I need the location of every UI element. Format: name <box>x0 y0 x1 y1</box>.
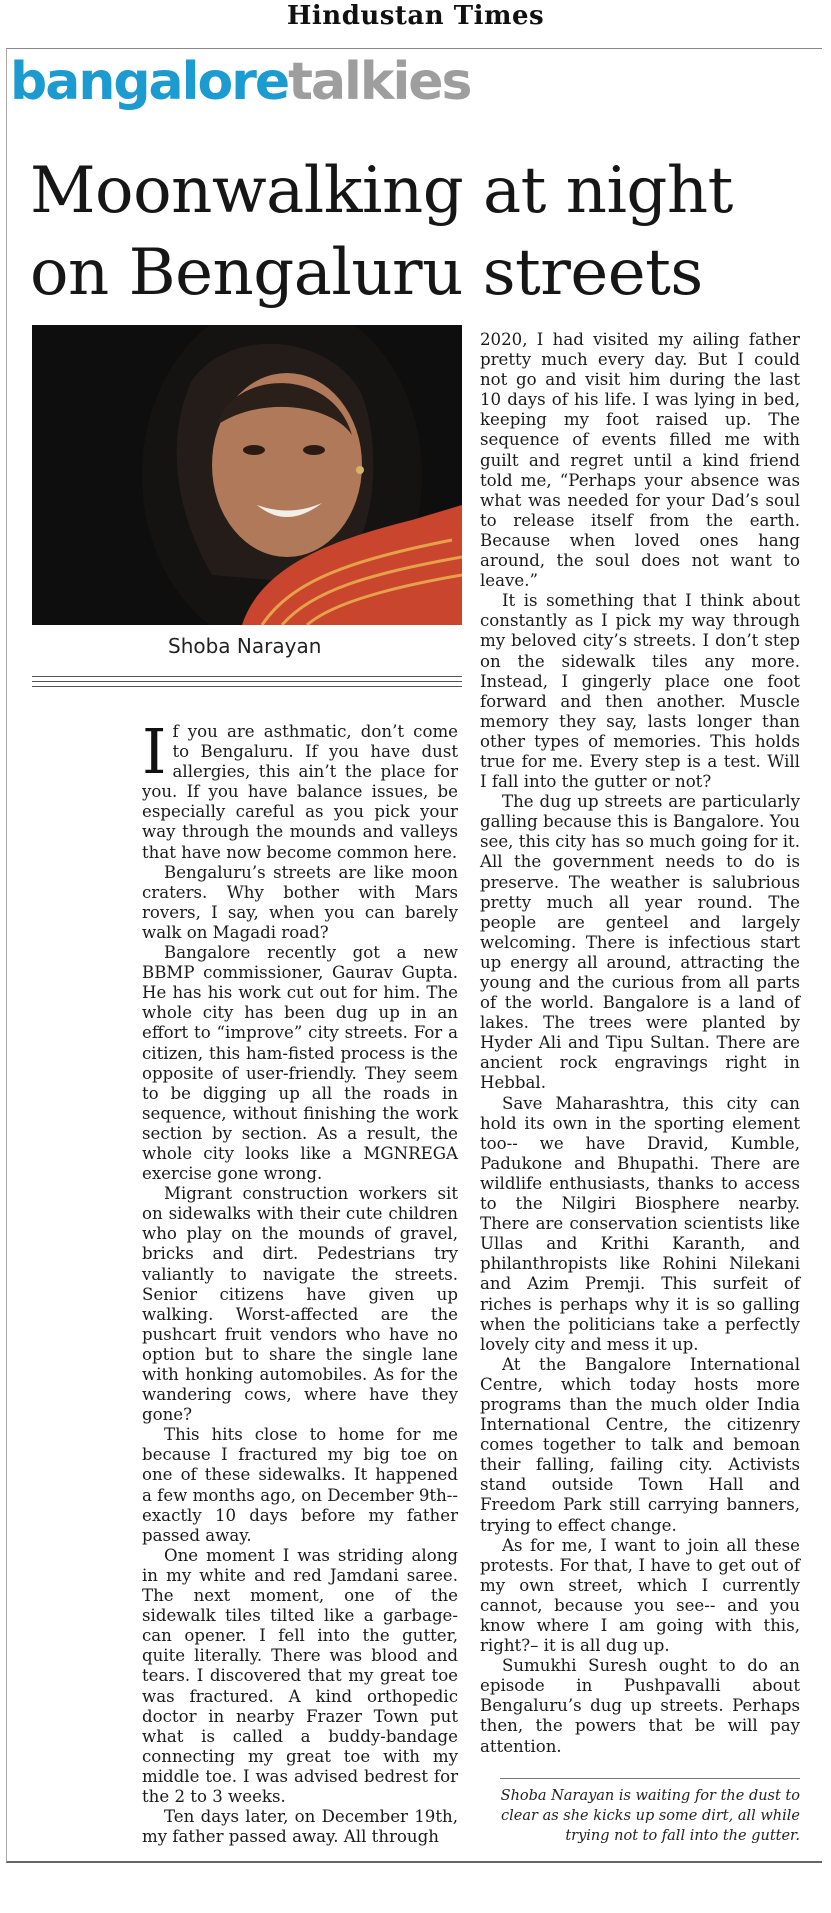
paragraph: 2020, I had visited my ailing father pretty much every day. But I could not go and visit him during the last 10 days of his life. I was lying in bed, keeping my foot raised up. The sequence of events filled me with guilt and regret until a kind friend told me, “Perhaps your absence was what was needed for your Dad’s soul to release itself from the earth. Because when loved ones hang around, the soul does not want to leave.” <box>480 330 800 591</box>
paragraph: This hits close to home for me because I fractured my big toe on one of these sidewalks. It happened a few months ago, on December 9th-- exactly 10 days before my father passed away. <box>142 1425 458 1545</box>
paragraph: Sumukhi Suresh ought to do an episode in Pushpavalli about Bengaluru’s dug up streets. Perhaps then, the powers that be will pay attention. <box>480 1656 800 1756</box>
credit-rule <box>500 1778 800 1779</box>
paragraph: Ten days later, on December 19th, my father passed away. All through <box>142 1807 458 1847</box>
byline: Shoba Narayan <box>168 634 322 658</box>
section-title <box>10 52 471 112</box>
article-column-2 <box>480 330 800 1757</box>
masthead: Hindustan Times <box>286 1 545 31</box>
paragraph: Migrant construction workers sit on sidewalks with their cute children who play on the mounds of gravel, bricks and dirt. Pedestrians try valiantly to navigate the streets. Senior citizens have given up walking. Worst-affected are the pushcart fruit vendors who have no option but to share the single lane with honking automobiles. As for the wandering cows, where have they gone? <box>142 1184 458 1425</box>
section-title-part2: talkies <box>288 52 471 112</box>
paragraph: As for me, I want to join all these protests. For that, I have to get out of my own street, which I currently cannot, because you see-- and you know where I am going with this, right?– it is all dug up. <box>480 1535 800 1656</box>
drop-cap: I <box>142 715 167 788</box>
paragraph-text: f you are asthmatic, don’t come to Bengaluru. If you have dust allergies, this ain’t the place for you. If you have balance issues, be especially careful as you pick your way through the mounds and valleys that have now become common here. <box>142 722 458 862</box>
author-portrait-icon <box>32 325 462 625</box>
paragraph: Save Maharashtra, this city can hold its own in the sporting element too-- we have Dravid, Kumble, Padukone and Bhupathi. There are wildlife enthusiasts, thanks to access to the Nilgiri Biosphere nearby. There are conservation scientists like Ullas and Krithi Karanth, and philanthropists like Rohini Nilekani and Azim Premji. This surfeit of riches is perhaps why it is so galling when the politicians take a perfectly lovely city and mess it up. <box>480 1093 800 1354</box>
article-column-1 <box>142 715 458 1847</box>
author-photo <box>32 325 462 625</box>
paragraph <box>142 715 458 863</box>
section-title-part1: bangalore <box>10 52 289 112</box>
paragraph: At the Bangalore International Centre, which today hosts more programs than the much older India International Centre, the citizenry comes together to talk and bemoan their falling, failing city. Activists stand outside Town Hall and Freedom Park still carrying banners, trying to effect change. <box>480 1354 800 1535</box>
paragraph: The dug up streets are particularly galling because this is Bangalore. You see, this city has so much going for it. All the government needs to do is preserve. The weather is salubrious pretty much all year round. The people are genteel and largely welcoming. There is infectious start up energy all around, attracting the young and the curious from all parts of the world. Bangalore is a land of lakes. The trees were planted by Hyder Ali and Tipu Sultan. There are ancient rock engravings right in Hebbal. <box>480 792 800 1093</box>
paragraph: One moment I was striding along in my white and red Jamdani saree. The next moment, one of the sidewalk tiles tilted like a garbage-can opener. I fell into the gutter, quite literally. There was blood and tears. I discovered that my great toe was fractured. A kind orthopedic doctor in nearby Frazer Town put what is called a buddy-bandage connecting my great toe with my middle toe. I was advised bedrest for the 2 to 3 weeks. <box>142 1545 458 1806</box>
divider-rule-2 <box>32 681 462 682</box>
paragraph: Bengaluru’s streets are like moon craters. Why bother with Mars rovers, I say, when you can barely walk on Magadi road? <box>142 862 458 942</box>
divider-rule-1 <box>32 676 462 677</box>
author-credit: Shoba Narayan is waiting for the dust to clear as she kicks up some dirt, all while trying not to fall into the gutter. <box>500 1788 800 1844</box>
divider-rule-3 <box>32 686 462 687</box>
paragraph: Bangalore recently got a new BBMP commissioner, Gaurav Gupta. He has his work cut out for him. The whole city has been dug up in an effort to “improve” city streets. For a citizen, this ham-fisted process is the opposite of user-friendly. They seem to be digging up all the roads in sequence, without finishing the work section by section. As a result, the whole city looks like a MGNREGA exercise gone wrong. <box>142 943 458 1184</box>
paragraph: It is something that I think about constantly as I pick my way through my beloved city’s streets. I don’t step on the sidewalk tiles any more. Instead, I gingerly place one foot forward and then another. Muscle memory they say, lasts longer than other types of memories. This holds true for me. Every step is a test. Will I fall into the gutter or not? <box>480 591 800 792</box>
headline: Moonwalking at night on Bengaluru streets <box>30 154 733 310</box>
